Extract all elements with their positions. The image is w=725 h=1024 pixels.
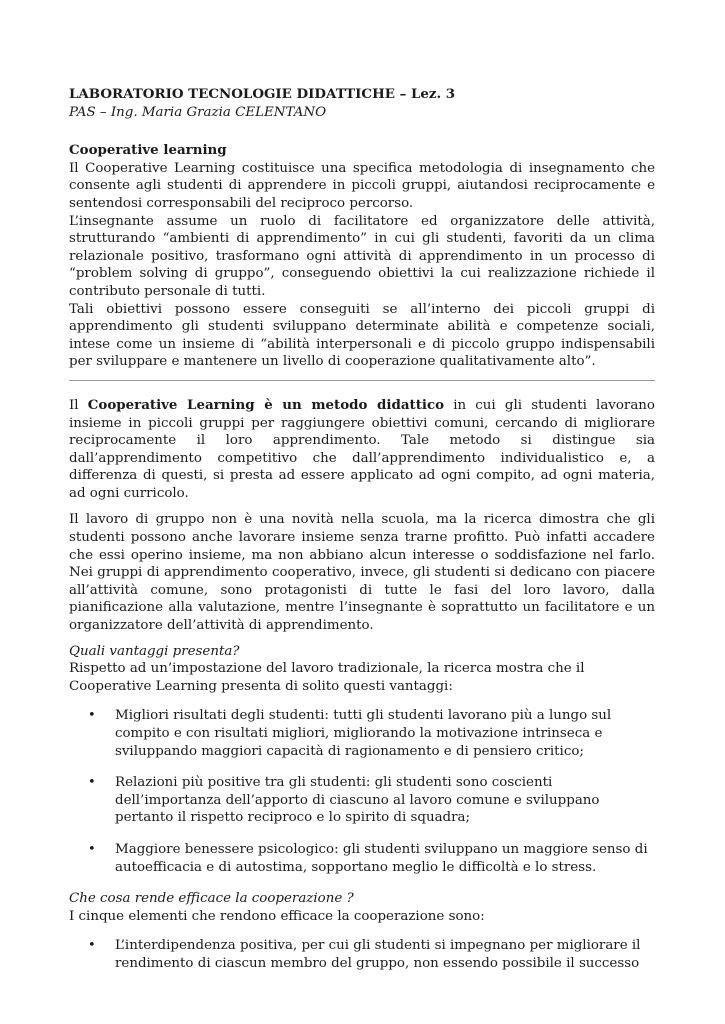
paragraph: Rispetto ad un’impostazione del lavoro tradizionale, la ricerca mostra che il Cooperative Learning presenta di solito questi vantaggi:: [69, 661, 585, 694]
list-item: [69, 774, 655, 827]
paragraph: I cinque elementi che rendono efficace la cooperazione sono:: [69, 908, 485, 924]
question-heading: Che cosa rende efficace la cooperazione ?: [69, 891, 354, 907]
paragraph: [69, 397, 655, 503]
elements-list: [69, 937, 655, 972]
list-item-text: L’interdipendenza positiva, per cui gli studenti si impegnano per migliorare il rendimento di ciascun membro del gruppo, non essendo possibile il successo: [115, 938, 641, 971]
list-item: [69, 841, 655, 876]
paragraph-text: in cui gli studenti lavorano insieme in piccoli gruppi per raggiungere obiettivi comuni, cercando di migliorare reciprocamente il loro apprendimento. Tale metodo si distingue sia dall’apprendimento competitivo che dall’apprendimento individualistico e, a differenza di questi, si presta ad essere applicato ad ogni compito, ad ogni materia, ad ogni curricolo.: [69, 397, 655, 501]
paragraph: Tali obiettivi possono essere conseguiti se all’interno dei piccoli gruppi di apprendimento gli studenti sviluppano determinate abilità e competenze sociali, intese come un insieme di “abilità interpersonali e di piccolo gruppo indispensabili per sviluppare e mantenere un livello di cooperazione qualitativamente alto”.: [69, 301, 655, 370]
list-item-text: Relazioni più positive tra gli studenti: gli studenti sono coscienti dell’importanza dell’apporto di ciascuno al lavoro comune e sviluppano pertanto il rispetto reciproco e lo spirito di squadra;: [115, 775, 600, 826]
document-subtitle: PAS – Ing. Maria Grazia CELENTANO: [69, 104, 327, 120]
list-item-text: Migliori risultati degli studenti: tutti gli studenti lavorano più a lungo sul compito e con risultati migliori, migliorando la motivazione intrinseca e sviluppando maggiori capacità di ragionamento e di pensiero critico;: [115, 708, 612, 759]
section-heading: Cooperative learning: [69, 142, 227, 159]
bullet-icon: •: [88, 938, 96, 954]
list-item: [69, 707, 655, 760]
bullet-icon: •: [88, 708, 96, 724]
list-item-text: Maggiore benessere psicologico: gli studenti sviluppano un maggiore senso di autoefficacia e di autostima, sopportano meglio le difficoltà e lo stress.: [115, 841, 648, 875]
paragraph: L’insegnante assume un ruolo di facilitatore ed organizzatore delle attività, strutturando “ambienti di apprendimento” in cui gli studenti, favoriti da un clima relazionale positivo, trasformano ogni attività di apprendimento in un processo di “problem solving di gruppo”, conseguendo obiettivi la cui realizzazione richiede il contributo personale di tutti.: [69, 213, 655, 299]
horizontal-divider: [69, 380, 655, 381]
question-heading: Quali vantaggi presenta?: [69, 643, 240, 659]
list-item: [69, 937, 655, 972]
bullet-icon: •: [88, 775, 96, 791]
paragraph: Il lavoro di gruppo non è una novità nella scuola, ma la ricerca dimostra che gli studenti possono anche lavorare insieme senza trarne profitto. Può infatti accadere che essi operino insieme, ma non abbiano alcun interesse o soddisfazione nel farlo. Nei gruppi di apprendimento cooperativo, invece, gli studenti si dedicano con piacere all’attività comune, sono protagonisti di tutte le fasi del loro lavoro, dalla pianificazione alla valutazione, mentre l’insegnante è soprattutto un facilitatore e un organizzatore dell’attività di apprendimento.: [69, 512, 655, 634]
paragraph-text: Il: [69, 397, 88, 413]
paragraph: Il Cooperative Learning costituisce una specifica metodologia di insegnamento che consente agli studenti di apprendere in piccoli gruppi, aiutandosi reciprocamente e sentendosi corresponsabili del reciproco percorso.: [69, 160, 655, 211]
advantages-list: [69, 707, 655, 876]
document-title: LABORATORIO TECNOLOGIE DIDATTICHE – Lez. 3: [69, 86, 456, 102]
bold-phrase: Cooperative Learning è un metodo didattico: [87, 396, 445, 413]
bullet-icon: •: [88, 841, 96, 857]
